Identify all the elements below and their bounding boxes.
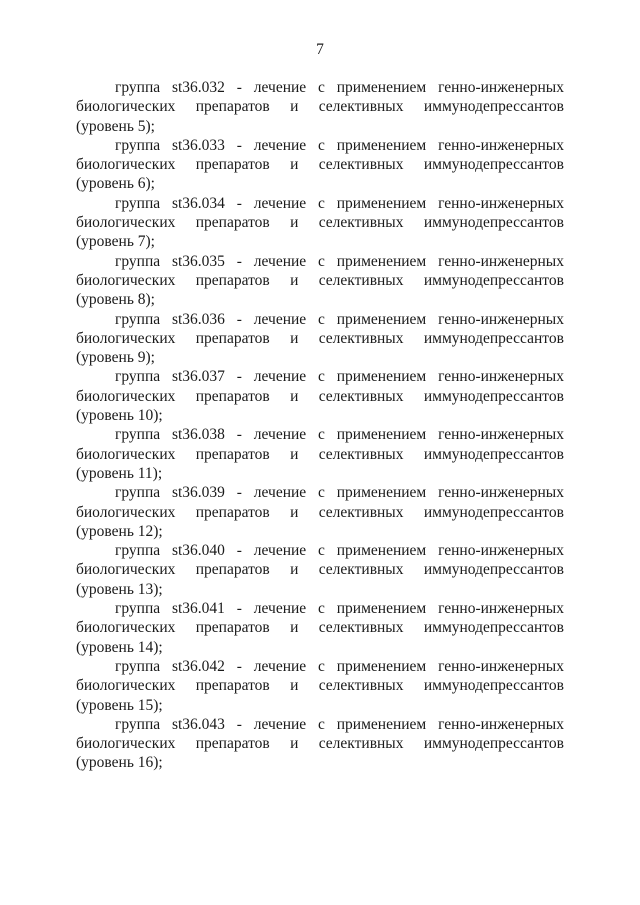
word: группа [115,79,161,96]
word: с [318,252,325,270]
word: препаратов [195,619,270,637]
word: генно-инженерных [438,657,564,675]
word: биологических [76,329,176,347]
word: с [318,484,325,502]
word: генно-инженерных [438,368,564,386]
item-line-3 [76,464,564,483]
word: генно-инженерных [438,426,564,444]
word: биологических [76,98,176,116]
word: препаратов [195,98,270,116]
word: генно-инженерных [438,252,564,270]
item-line-2 [76,676,564,695]
word: биологических [76,561,176,579]
item-line-2 [76,213,564,232]
word: - [236,657,242,675]
list-item [76,425,564,483]
word: группа [115,426,161,444]
level-label: (уровень 11); [76,464,163,482]
word: биологических [76,271,176,289]
item-line-1 [76,425,564,444]
word: группа [115,136,161,154]
item-line-2 [76,155,564,174]
level-label: (уровень 16); [76,754,163,772]
word: применением [336,252,427,270]
word: генно-инженерных [438,79,564,96]
word: генно-инженерных [438,484,564,502]
item-line-3 [76,232,564,251]
word: с [318,194,325,212]
word: иммунодепрессантов [423,619,564,637]
word: применением [336,79,427,96]
word: st36.034 [171,194,225,212]
word: селективных [318,445,404,463]
word: иммунодепрессантов [423,561,564,579]
word: группа [115,194,161,212]
word: иммунодепрессантов [423,156,564,174]
level-label: (уровень 8); [76,291,155,309]
word: группа [115,484,161,502]
level-label: (уровень 7); [76,233,155,251]
word: и [290,619,299,637]
word: st36.035 [171,252,225,270]
item-line-1 [76,310,564,329]
word: - [236,368,242,386]
word: селективных [318,503,404,521]
item-line-2 [76,618,564,637]
word: st36.033 [171,136,225,154]
word: применением [336,194,427,212]
item-line-3 [76,753,564,772]
item-line-3 [76,117,564,136]
word: генно-инженерных [438,310,564,328]
word: препаратов [195,329,270,347]
item-line-1 [76,367,564,386]
word: препаратов [195,271,270,289]
word: лечение [253,368,307,386]
word: с [318,426,325,444]
word: применением [336,426,427,444]
level-label: (уровень 5); [76,117,155,135]
item-line-2 [76,329,564,348]
page-number: 7 [316,41,324,58]
word: лечение [253,194,307,212]
word: и [290,561,299,579]
level-label: (уровень 9); [76,349,155,367]
level-label: (уровень 14); [76,638,163,656]
word: - [236,542,242,560]
word: и [290,735,299,753]
word: применением [336,657,427,675]
word: с [318,542,325,560]
word: применением [336,136,427,154]
word: биологических [76,387,176,405]
word: препаратов [195,156,270,174]
word: генно-инженерных [438,542,564,560]
item-line-3 [76,174,564,193]
word: биологических [76,503,176,521]
word: с [318,715,325,733]
word: и [290,156,299,174]
word: иммунодепрессантов [423,271,564,289]
document-body [76,78,564,773]
list-item [76,78,564,136]
list-item [76,194,564,252]
word: биологических [76,214,176,232]
level-label: (уровень 12); [76,522,163,540]
word: и [290,387,299,405]
item-line-1 [76,657,564,676]
word: генно-инженерных [438,600,564,618]
word: селективных [318,735,404,753]
item-line-1 [76,252,564,271]
word: лечение [253,252,307,270]
word: st36.042 [171,657,225,675]
word: и [290,503,299,521]
item-line-2 [76,560,564,579]
word: иммунодепрессантов [423,677,564,695]
word: лечение [253,426,307,444]
level-label: (уровень 15); [76,696,163,714]
word: иммунодепрессантов [423,503,564,521]
word: группа [115,600,161,618]
item-line-2 [76,445,564,464]
item-line-2 [76,503,564,522]
item-line-3 [76,290,564,309]
word: препаратов [195,445,270,463]
word: препаратов [195,735,270,753]
word: st36.037 [171,368,225,386]
list-item [76,310,564,368]
list-item [76,252,564,310]
word: - [236,426,242,444]
word: st36.038 [171,426,225,444]
word: селективных [318,619,404,637]
word: генно-инженерных [438,715,564,733]
item-line-2 [76,734,564,753]
word: с [318,368,325,386]
word: генно-инженерных [438,136,564,154]
word: - [236,136,242,154]
list-item [76,136,564,194]
word: лечение [253,136,307,154]
word: лечение [253,600,307,618]
item-line-3 [76,696,564,715]
list-item [76,599,564,657]
word: лечение [253,715,307,733]
word: st36.039 [171,484,225,502]
word: - [236,715,242,733]
word: группа [115,715,161,733]
item-line-3 [76,406,564,425]
word: селективных [318,677,404,695]
word: лечение [253,484,307,502]
word: биологических [76,445,176,463]
word: иммунодепрессантов [423,735,564,753]
item-line-1 [76,194,564,213]
word: группа [115,368,161,386]
level-label: (уровень 10); [76,407,163,425]
word: препаратов [195,387,270,405]
word: группа [115,542,161,560]
word: иммунодепрессантов [423,445,564,463]
list-item [76,657,564,715]
word: биологических [76,735,176,753]
word: и [290,214,299,232]
word: иммунодепрессантов [423,98,564,116]
word: применением [336,715,427,733]
word: иммунодепрессантов [423,387,564,405]
word: селективных [318,561,404,579]
word: с [318,657,325,675]
word: применением [336,542,427,560]
word: и [290,677,299,695]
item-line-1 [76,541,564,560]
word: селективных [318,387,404,405]
word: применением [336,484,427,502]
word: и [290,98,299,116]
word: с [318,600,325,618]
list-item [76,715,564,773]
level-label: (уровень 6); [76,175,155,193]
word: с [318,136,325,154]
item-line-1 [76,136,564,155]
word: лечение [253,79,307,96]
item-line-3 [76,580,564,599]
word: селективных [318,329,404,347]
word: иммунодепрессантов [423,329,564,347]
item-line-3 [76,348,564,367]
level-label: (уровень 13); [76,580,163,598]
word: препаратов [195,503,270,521]
item-line-1 [76,483,564,502]
word: селективных [318,156,404,174]
item-line-1 [76,78,564,97]
item-line-1 [76,715,564,734]
word: применением [336,368,427,386]
word: иммунодепрессантов [423,214,564,232]
word: с [318,79,325,96]
word: препаратов [195,677,270,695]
word: группа [115,657,161,675]
list-item [76,541,564,599]
word: лечение [253,657,307,675]
word: st36.040 [171,542,225,560]
word: препаратов [195,561,270,579]
item-line-2 [76,387,564,406]
word: st36.036 [171,310,225,328]
word: с [318,310,325,328]
word: лечение [253,542,307,560]
word: - [236,194,242,212]
word: - [236,310,242,328]
list-item [76,483,564,541]
item-line-1 [76,599,564,618]
word: препаратов [195,214,270,232]
word: и [290,329,299,347]
word: st36.032 [171,79,225,96]
word: st36.041 [171,600,225,618]
word: селективных [318,98,404,116]
word: - [236,79,242,96]
item-line-2 [76,97,564,116]
word: - [236,252,242,270]
word: - [236,484,242,502]
word: и [290,271,299,289]
item-line-2 [76,271,564,290]
word: селективных [318,271,404,289]
word: применением [336,310,427,328]
word: st36.043 [171,715,225,733]
word: группа [115,252,161,270]
word: биологических [76,677,176,695]
word: применением [336,600,427,618]
word: биологических [76,619,176,637]
word: биологических [76,156,176,174]
word: группа [115,310,161,328]
item-line-3 [76,638,564,657]
item-line-3 [76,522,564,541]
word: генно-инженерных [438,194,564,212]
word: и [290,445,299,463]
word: лечение [253,310,307,328]
list-item [76,367,564,425]
word: - [236,600,242,618]
word: селективных [318,214,404,232]
